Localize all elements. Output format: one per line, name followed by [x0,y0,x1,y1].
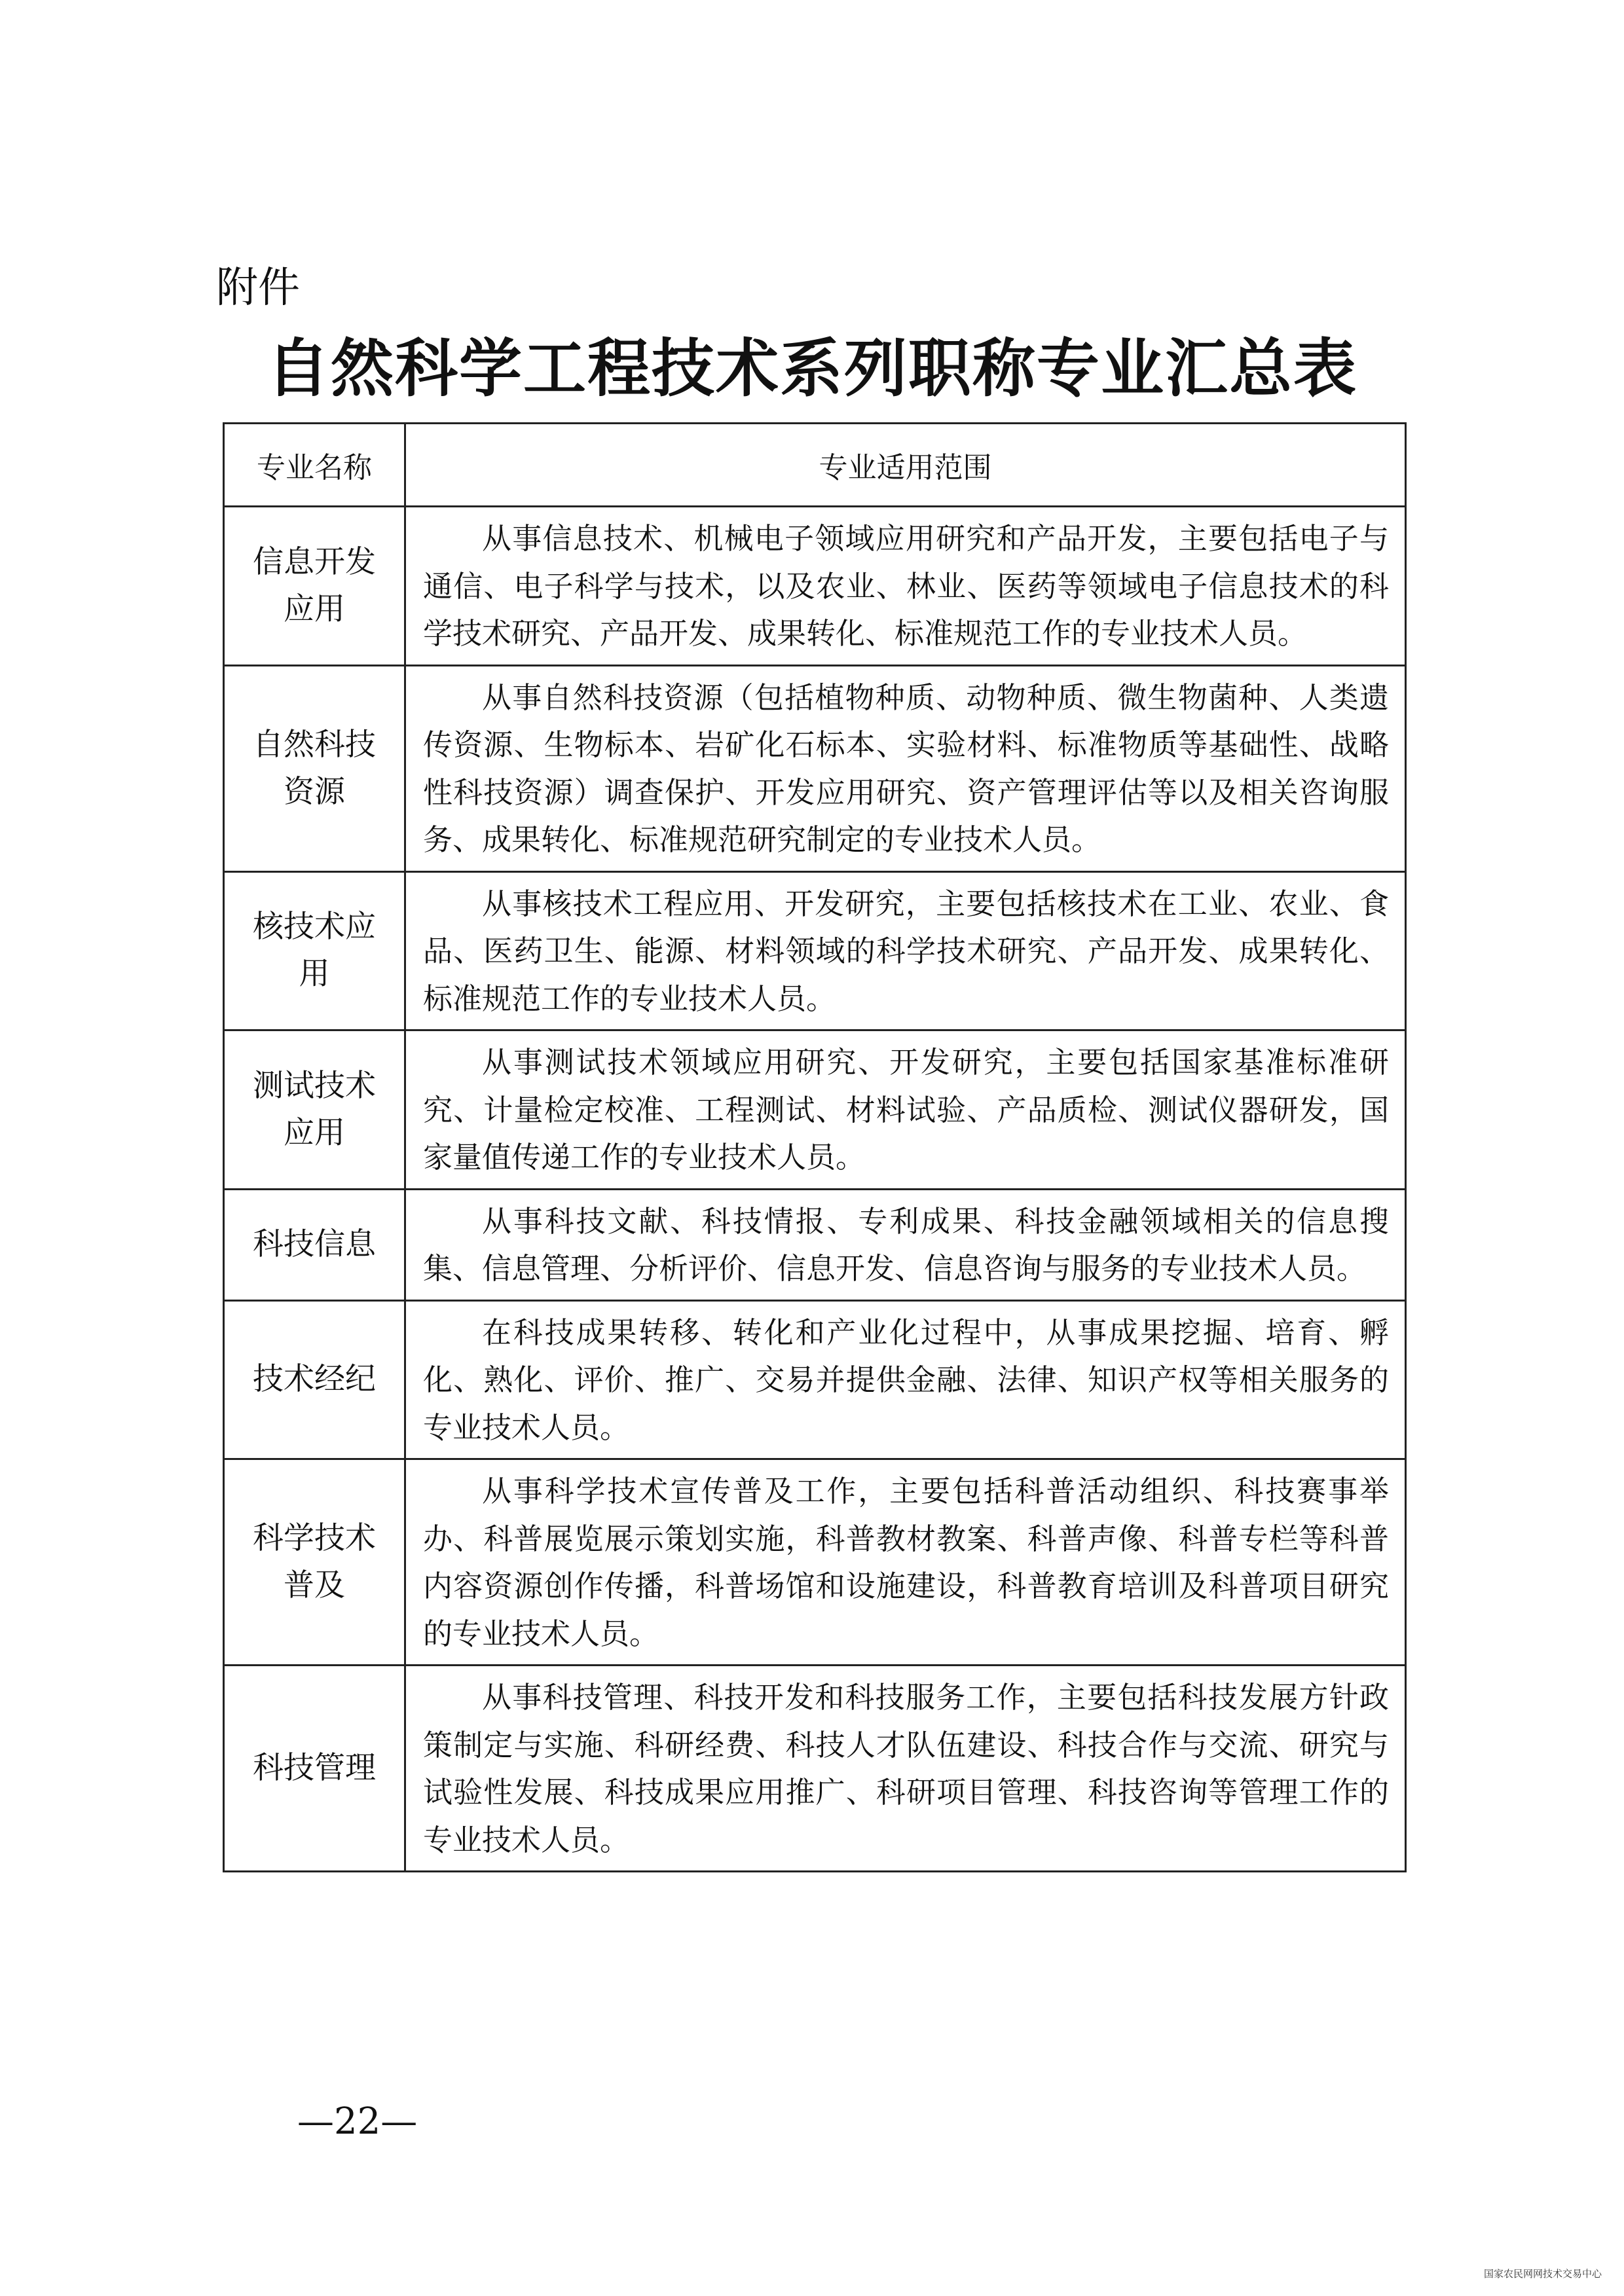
specialty-name-cell [224,507,405,666]
specialty-scope-cell: 从事科技文献、科技情报、专利成果、科技金融领域相关的信息搜集、信息管理、分析评价、信息开发、信息咨询与服务的专业技术人员。 [405,1189,1406,1300]
specialty-scope-cell: 从事测试技术领域应用研究、开发研究，主要包括国家基准标准研究、计量检定校准、工程测试、材料试验、产品质检、测试仪器研发，国家量值传递工作的专业技术人员。 [405,1030,1406,1190]
specialty-name-line: 测试技术 [253,1067,376,1104]
specialty-scope-cell: 从事核技术工程应用、开发研究，主要包括核技术在工业、农业、食品、医药卫生、能源、材料领域的科学技术研究、产品开发、成果转化、标准规范工作的专业技术人员。 [405,871,1406,1030]
specialty-scope-cell: 从事自然科技资源（包括植物种质、动物种质、微生物菌种、人类遗传资源、生物标本、岩矿化石标本、实验材料、标准物质等基础性、战略性科技资源）调查保护、开发应用研究、资产管理评估等以及相关咨询服务、成果转化、标准规范研究制定的专业技术人员。 [405,665,1406,871]
table-row [224,1189,1406,1300]
specialty-name-cell [224,1300,405,1459]
column-header-specialty-name: 专业名称 [224,424,405,507]
table-row [224,1459,1406,1666]
specialty-name-cell [224,1666,405,1872]
specialty-name-cell [224,665,405,871]
table-row [224,871,1406,1030]
column-header-scope: 专业适用范围 [405,424,1406,507]
specialty-name-line: 科技管理 [253,1750,376,1786]
table-row [224,1030,1406,1190]
specialty-scope-cell: 在科技成果转移、转化和产业化过程中，从事成果挖掘、培育、孵化、熟化、评价、推广、交易并提供金融、法律、知识产权等相关服务的专业技术人员。 [405,1300,1406,1459]
table-row [224,665,1406,871]
specialty-name-line: 应用 [284,1114,345,1151]
specialty-table [223,422,1407,1872]
specialty-name-line: 科技信息 [253,1226,376,1262]
specialty-name-line: 科学技术 [253,1520,376,1556]
specialty-scope-cell: 从事科学技术宣传普及工作，主要包括科普活动组织、科技赛事举办、科普展览展示策划实施，科普教材教案、科普声像、科普专栏等科普内容资源创作传播，科普场馆和设施建设，科普教育培训及科普项目研究的专业技术人员。 [405,1459,1406,1666]
specialty-name-line: 技术经纪 [253,1361,376,1398]
specialty-name-cell [224,871,405,1030]
specialty-name-line: 自然科技 [253,726,376,763]
table-row [224,507,1406,666]
specialty-scope-cell: 从事科技管理、科技开发和科技服务工作，主要包括科技发展方针政策制定与实施、科研经费、科技人才队伍建设、科技合作与交流、研究与试验性发展、科技成果应用推广、科研项目管理、科技咨询等管理工作的专业技术人员。 [405,1666,1406,1872]
specialty-name-line: 用 [299,956,330,993]
specialty-name-line: 信息开发 [253,543,376,580]
specialty-name-cell [224,1189,405,1300]
specialty-name-line: 核技术应 [253,909,376,945]
specialty-name-line: 应用 [284,591,345,627]
specialty-scope-cell: 从事信息技术、机械电子领域应用研究和产品开发，主要包括电子与通信、电子科学与技术，以及农业、林业、医药等领域电子信息技术的科学技术研究、产品开发、成果转化、标准规范工作的专业技术人员。 [405,507,1406,666]
specialty-table-container [223,422,1407,1872]
specialty-name-cell [224,1030,405,1190]
table-row [224,1666,1406,1872]
page-number: —22— [297,2100,418,2143]
specialty-name-line: 资源 [284,773,345,810]
attachment-label: 附件 [216,264,300,312]
document-title: 自然科学工程技术系列职称专业汇总表 [267,331,1357,405]
table-row [224,1300,1406,1459]
source-watermark: 国家农民网网技术交易中心 [1483,2268,1602,2280]
specialty-name-line: 普及 [284,1567,345,1603]
table-header-row [224,424,1406,507]
specialty-name-cell [224,1459,405,1666]
